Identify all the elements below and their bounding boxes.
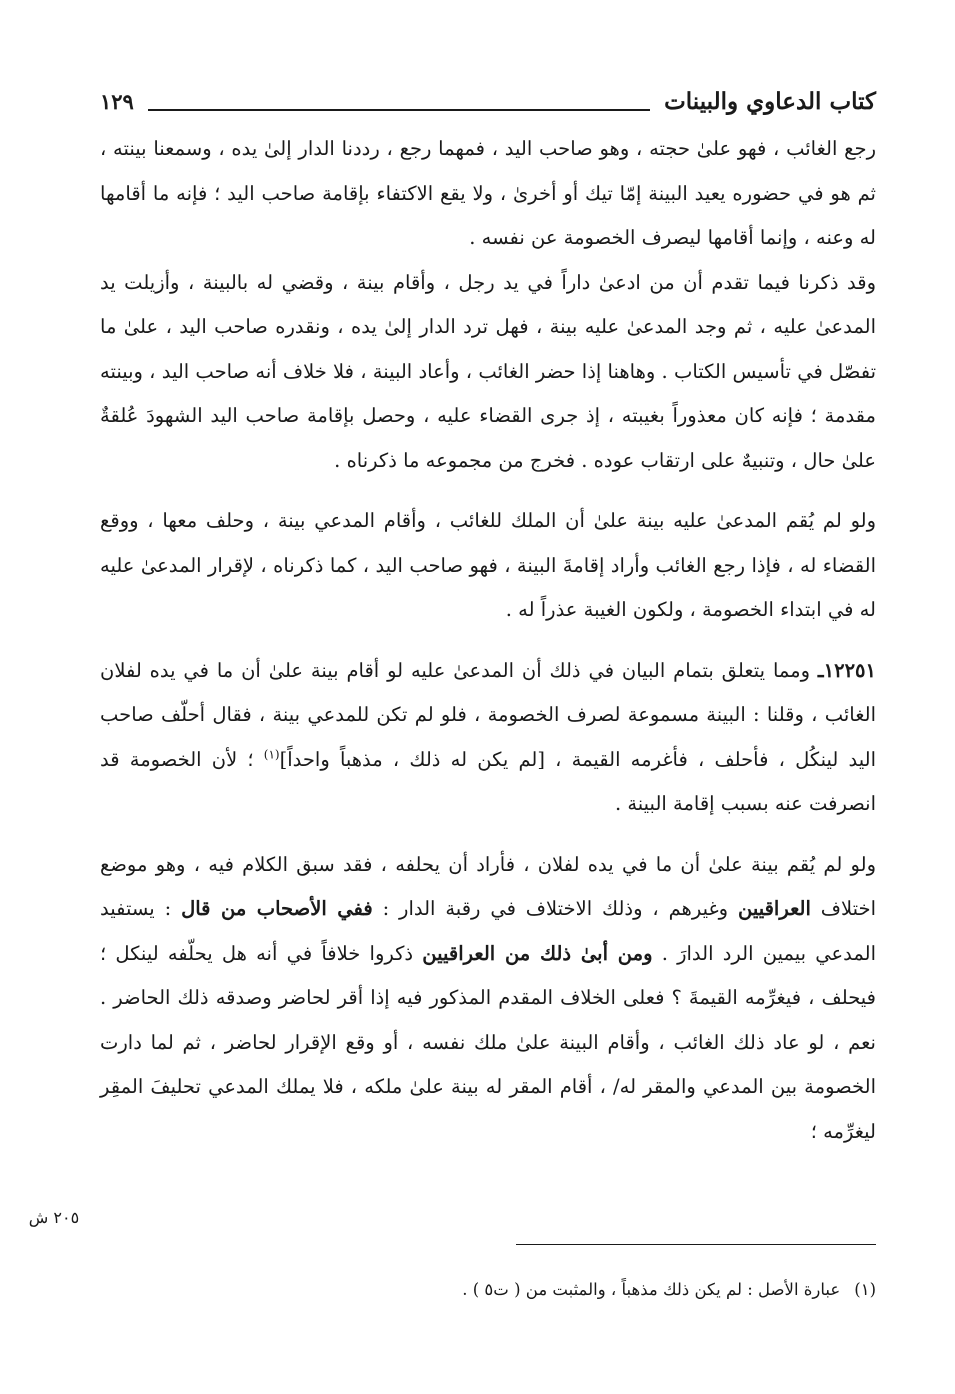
margin-manuscript-note: ٢٠٥ ش — [28, 1208, 80, 1227]
paragraph-5 — [100, 843, 876, 1155]
running-header — [100, 76, 876, 120]
header-rule — [148, 109, 650, 111]
paragraph-4 — [100, 649, 876, 827]
main-text — [100, 127, 876, 1154]
issue-number: ١٢٢٥١ـ — [817, 658, 876, 682]
paragraph-5-text-a: ولو لم يُقم بينة علىٰ أن ما في يده لفلان ، فأراد أن يحلفه ، فقد سبق الكلام فيه ، وهو موضع اختلاف — [100, 852, 876, 920]
footnote-number: (١) — [854, 1280, 876, 1299]
paragraph-5-text-c: : يستفيد المدعي بيمين الرد الدارَ . — [100, 897, 877, 965]
paragraph-2: وقد ذكرنا فيما تقدم أن من ادعىٰ داراً في يد رجل ، وأقام بينة ، وقضي له بالبينة ، وأزيلت يد المدعىٰ عليه ، ثم وجد المدعىٰ عليه بينة ، فهل ترد الدار إلىٰ يده ، ونقدره صاحب اليد ، علىٰ ما تفصّل في تأسيس الكتاب . وهاهنا إذا حضر الغائب ، وأعاد البينة ، فلا خلاف أنه صاحب اليد ، وبينته مقدمة ؛ فإنه كان معذوراً بغيبته ، إذ جرى القضاء عليه ، وحصل بإقامة صاحب اليد الشهودَ عُلقةٌ علىٰ حال ، وتنبيهٌ على ارتقاب عوده . فخرج من مجموعه ما ذكرناه . — [100, 270, 876, 472]
paragraph-1: رجع الغائب ، فهو علىٰ حجته ، وهو صاحب اليد ، فمهما رجع ، رددنا الدار إلىٰ يده ، وسمعنا بينته ، ثم هو في حضوره يعيد البينة إمّا تيك أو أخرىٰ ، ولا يقع الاكتفاء بإقامة صاحب اليد ؛ فإنه ما أقامها له وعنه ، وإنما أقامها ليصرف الخصومة عن نفسه . — [100, 137, 876, 249]
book-title: كتاب الدعاوي والبينات — [664, 88, 876, 115]
paragraph-3: ولو لم يُقم المدعىٰ عليه بينة علىٰ أن الملك للغائب ، وأقام المدعي بينة ، وحلف معها ، ووقع القضاء له ، فإذا رجع الغائب وأراد إقامةَ البينة ، فهو صاحب اليد ، كما ذكرناه ، لإقرار المدعىٰ عليه له في ابتداء الخصومة ، ولكون الغيبة عذراً له . — [100, 509, 877, 621]
page-number: ١٢٩ — [100, 89, 134, 114]
footnote-text: عبارة الأصل : لم يكن ذلك مذهباً ، والمثبت من ( ت٥ ) . — [462, 1280, 841, 1299]
footnote — [100, 1276, 876, 1304]
footnote-reference[interactable]: (١) — [263, 747, 280, 761]
paragraph-4-text-b: ؛ لأن الخصومة قد انصرفت عنه بسبب إقامة البينة . — [100, 747, 876, 815]
paragraph-5-text-d: ذكروا خلافاً في أنه هل يحلّفه لينكل ؛ فيحلف ، فيغرِّمه القيمةَ ؟ فعلى الخلاف المقدم المذكور فيه إذا أقر لحاضر وصدقه ذلك الحاضر . نعم ، لو عاد ذلك الغائب ، وأقام البينة علىٰ ملك نفسه ، أو وقع الإقرار لحاضر ، ثم لما دارت الخصومة بين المدعي والمقر له/ ، أقام المقر له بينة علىٰ ملكه ، فلا يملك المدعي تحليفَ المقِر ليغرِّمه ؛ — [100, 941, 876, 1143]
bold-term-iraqiyyin: العراقيين — [738, 897, 811, 920]
paragraph-5-text-b: وغيرهم ، وذلك الاختلاف في رقبة الدار : — [372, 897, 738, 920]
bold-term-ashab: ففي الأصحاب من قال — [181, 897, 373, 920]
bold-term-aba: ومن أبىٰ ذلك من العراقيين — [422, 941, 653, 965]
footnote-separator — [516, 1244, 876, 1245]
paragraph-4-text-a: ومما يتعلق بتمام البيان في ذلك أن المدعىٰ عليه لو أقام بينة علىٰ أن ما في يده لفلان الغائب ، وقلنا : البينة مسموعة لصرف الخصومة ، فلو لم تكن للمدعي بينة ، فقال أحلّف صاحب اليد لينكُل ، فأحلف ، فأغرمه القيمة ، [لم يكن له ذلك ، مذهباً واحداً] — [100, 658, 876, 771]
